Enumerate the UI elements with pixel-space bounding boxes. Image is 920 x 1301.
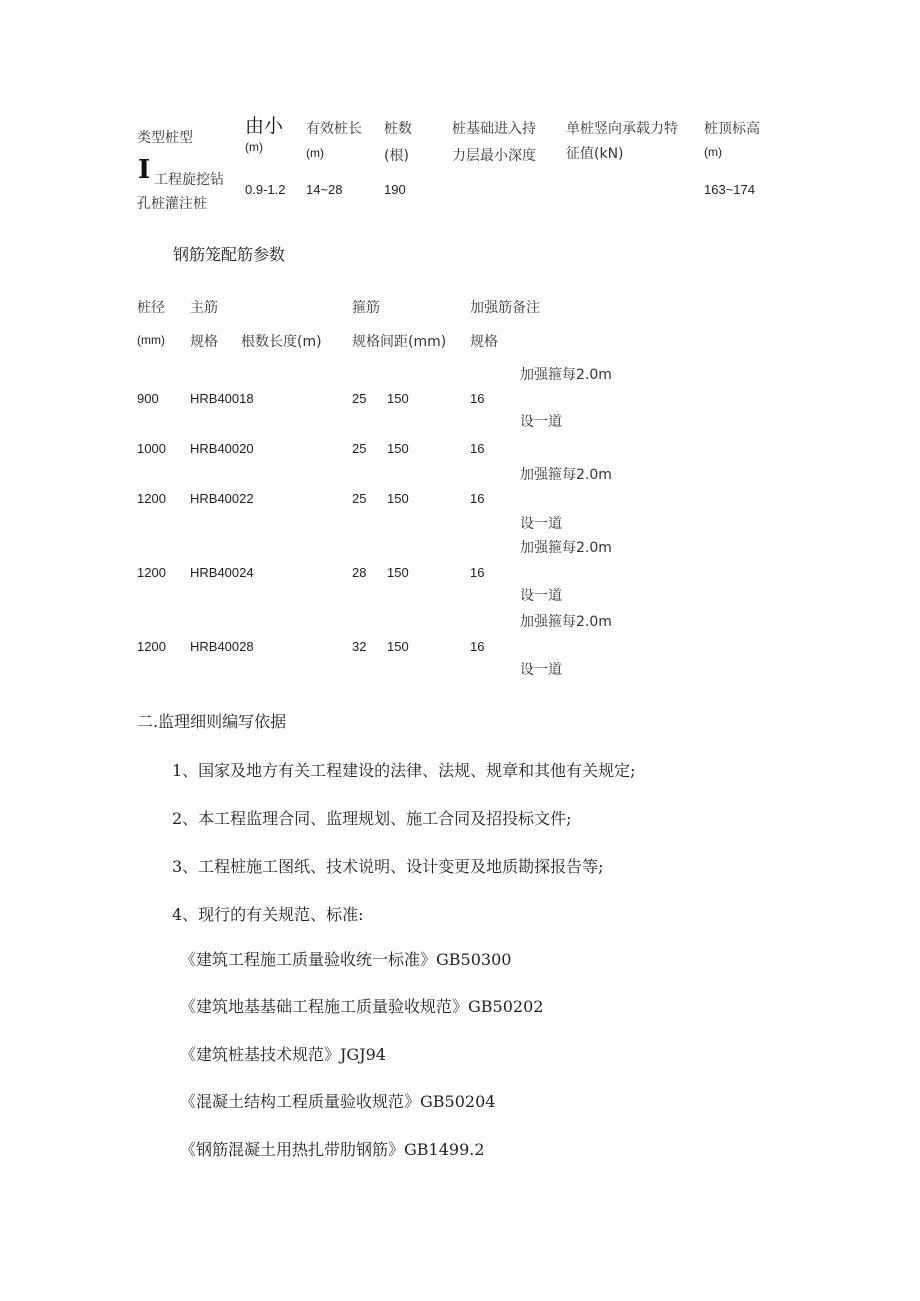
row4-note-line1: 加强箍每2.0m [520,540,612,556]
row5-note-line2: 设一道 [520,662,562,678]
row5-note-line1: 加强箍每2.0m [520,614,612,630]
row2-stirrup: 25 [352,441,367,456]
row5-stirrup: 32 [352,639,367,654]
basis-heading: 二.监理细则编写依据 [137,712,287,731]
row1-main: HRB40018 [190,391,254,406]
row5-reinforce: 16 [470,639,485,654]
row5-diameter: 1200 [137,639,166,654]
rebar-header-reinforce-note: 加强筋备注 [470,300,540,316]
row3-main: HRB40022 [190,491,254,506]
row1-stirrup: 25 [352,391,367,406]
row3-reinforce: 16 [470,491,485,506]
standard-1: 《建筑工程施工质量验收统一标准》GB50300 [180,950,512,969]
basis-item-4: 4、现行的有关规范、标准: [172,905,364,924]
row4-reinforce: 16 [470,565,485,580]
rebar-header-reinforce-spec: 规格 [470,334,498,350]
row5-spacing: 150 [387,639,409,654]
header-count: 桩数 [384,121,412,137]
row1-note-line2: 设一道 [520,414,562,430]
row2-spacing: 150 [387,441,409,456]
row-type-line1: 工程旋挖钻 [154,172,224,188]
row4-main: HRB40024 [190,565,254,580]
header-elevation: 桩顶标高 [704,121,760,137]
rebar-header-diameter-unit: (mm) [137,333,165,347]
basis-item-1: 1、国家及地方有关工程建设的法律、法规、规章和其他有关规定; [172,761,636,780]
basis-item-3: 3、工程桩施工图纸、技术说明、设计变更及地质勘探报告等; [172,857,604,876]
rebar-header-stirrup-spec: 规格间距(mm) [352,334,447,350]
header-capacity-line1: 单桩竖向承载力特 [566,121,678,137]
row3-spacing: 150 [387,491,409,506]
row4-spacing: 150 [387,565,409,580]
header-count-unit: (根) [384,148,409,164]
row1-diameter: 900 [137,391,159,406]
row-length: 14~28 [306,182,343,197]
row1-spacing: 150 [387,391,409,406]
standard-3: 《建筑桩基技术规范》JGJ94 [180,1045,386,1064]
row1-note-line1: 加强箍每2.0m [520,367,612,383]
rebar-header-diameter: 桩径 [137,300,165,316]
row3-note-line2: 设一道 [520,516,562,532]
rebar-title: 钢筋笼配筋参数 [173,245,286,264]
header-depth-line2: 力层最小深度 [452,148,536,164]
header-diameter-unit: (m) [245,140,263,154]
row-diameter: 0.9-1.2 [245,182,286,197]
header-depth-line1: 桩基础进入持 [452,121,536,137]
standard-4: 《混凝土结构工程质量验收规范》GB50204 [180,1092,496,1111]
header-length: 有效桩长 [306,121,362,137]
header-diameter: 由小 [245,115,284,137]
rebar-header-stirrup: 箍筋 [352,300,380,316]
row2-note-line1: 加强箍每2.0m [520,467,612,483]
header-elevation-unit: (m) [704,145,722,159]
rebar-header-main-spec: 规格 [190,334,218,350]
row3-stirrup: 25 [352,491,367,506]
row2-main: HRB40020 [190,441,254,456]
row-type-line2: 孔桩灌注桩 [137,196,207,212]
basis-item-2: 2、本工程监理合同、监理规划、施工合同及招投标文件; [172,809,572,828]
row-elevation: 163~174 [704,182,755,197]
header-pile-type: 类型桩型 [137,130,193,146]
row4-note-line2: 设一道 [520,588,562,604]
rebar-header-main: 主筋 [190,300,218,316]
rebar-header-count-length: 根数长度(m) [241,334,322,350]
row5-main: HRB40028 [190,639,254,654]
header-length-unit: (m) [306,146,324,160]
standard-2: 《建筑地基基础工程施工质量验收规范》GB50202 [180,997,544,1016]
row2-reinforce: 16 [470,441,485,456]
row4-stirrup: 28 [352,565,367,580]
row-marker: I [138,155,151,185]
row1-reinforce: 16 [470,391,485,406]
row-count: 190 [384,182,406,197]
row3-diameter: 1200 [137,491,166,506]
standard-5: 《钢筋混凝土用热扎带肋钢筋》GB1499.2 [180,1140,485,1159]
row4-diameter: 1200 [137,565,166,580]
row2-diameter: 1000 [137,441,166,456]
header-capacity-line2: 征值(kN) [566,146,624,162]
